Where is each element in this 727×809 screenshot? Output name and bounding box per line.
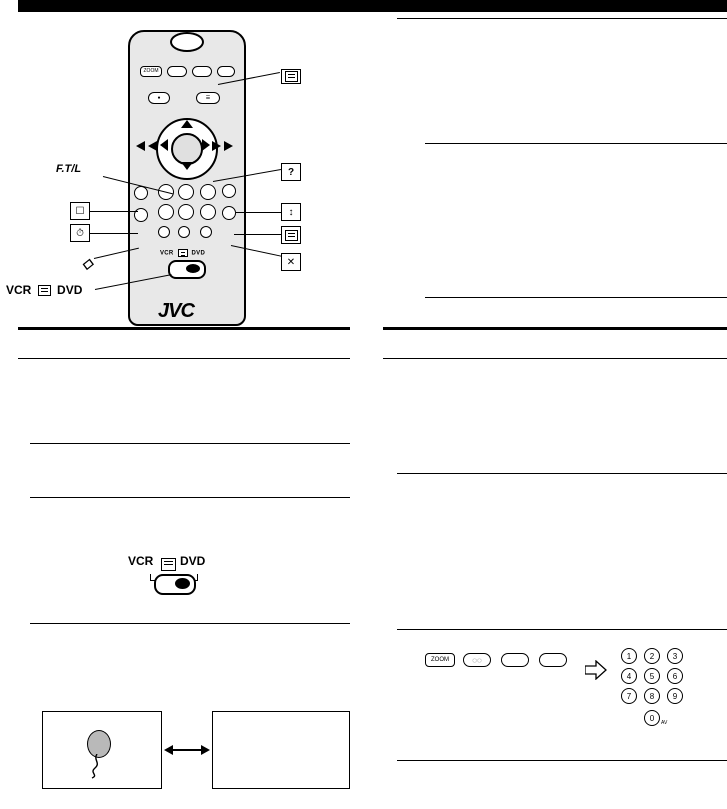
remote-updown-button[interactable] [222, 184, 236, 198]
remote-power-button[interactable] [170, 32, 204, 52]
remote-key-3[interactable] [192, 66, 212, 77]
numkey-2[interactable]: 2 [644, 648, 660, 664]
callout-ftl-label: F.T/L [56, 163, 82, 175]
menu-icon: ☰ [205, 94, 211, 101]
remote-zoom-button[interactable] [140, 66, 162, 77]
remote-display-button[interactable] [134, 186, 148, 200]
link-icon: ◌◌ [472, 655, 482, 665]
page-header-bar [18, 0, 727, 12]
right-rule-6 [397, 473, 727, 474]
callout-display-box: ☐ [70, 202, 90, 220]
figure-switch-knob[interactable] [175, 578, 190, 589]
arrow-left-icon [164, 745, 173, 755]
callout-help-box: ? [281, 163, 301, 181]
prev-icon[interactable] [148, 141, 157, 151]
remote-zoom-label: ZOOM [143, 68, 159, 74]
menu-icon [38, 285, 51, 296]
dpad-left-icon[interactable] [160, 139, 168, 151]
right-rule-5 [383, 358, 727, 359]
remote-dpad-center-button[interactable] [171, 133, 203, 165]
remote-vcr-dvd-switch[interactable] [168, 260, 206, 279]
remote-switch-dvd-label: DVD [191, 250, 206, 257]
left-rule-1 [18, 327, 350, 330]
callout-cancel-box: ✕ [281, 253, 301, 271]
dpad-down-icon[interactable] [181, 162, 193, 170]
right-rule-1 [397, 18, 727, 19]
remote-key-4[interactable] [217, 66, 235, 77]
rewind-icon[interactable] [136, 141, 145, 151]
remote-info-icon: ● [157, 94, 161, 101]
left-rule-3 [30, 443, 350, 444]
left-rule-4 [30, 497, 350, 498]
balloon-string-icon [79, 754, 119, 780]
left-rule-2 [18, 358, 350, 359]
callout-menu-box [281, 69, 301, 84]
remote-menu-button[interactable] [196, 92, 220, 104]
leader-line-timer [90, 233, 138, 234]
numkey-6[interactable]: 6 [667, 668, 683, 684]
remote-channel-down-button[interactable] [158, 204, 174, 220]
vcr-dvd-switch-figure [128, 552, 228, 598]
right-rule-4 [383, 327, 727, 330]
remote-record-button[interactable] [158, 226, 170, 238]
figure-vcr-label: VCR [128, 554, 154, 568]
figure-left-screen [42, 711, 162, 789]
forward-icon[interactable] [224, 141, 233, 151]
remote-cancel-button[interactable] [200, 226, 212, 238]
remote-stop-button[interactable] [178, 226, 190, 238]
numkey-4[interactable]: 4 [621, 668, 637, 684]
numkey-3[interactable]: 3 [667, 648, 683, 664]
callout-vcr-label: VCR [6, 283, 32, 297]
callout-diamond-icon: ◇ [82, 255, 93, 271]
remote-ftl-button[interactable] [178, 184, 194, 200]
remote-play-button[interactable] [178, 204, 194, 220]
right-rule-2 [425, 143, 727, 144]
numkey-1[interactable]: 1 [621, 648, 637, 664]
arrow-right-icon [201, 745, 210, 755]
callout-vcr-dvd [6, 283, 82, 297]
numkey-7[interactable]: 7 [621, 688, 637, 704]
numkey-9[interactable]: 9 [667, 688, 683, 704]
next-icon[interactable] [212, 141, 221, 151]
right-arrow-icon [585, 660, 607, 680]
remote-onscreen-button[interactable] [200, 204, 216, 220]
right-rule-3 [425, 297, 727, 298]
remote-control-illustration [110, 14, 260, 324]
remote-switch-caption [160, 249, 205, 257]
leader-line-display [90, 211, 138, 212]
leader-line-onscreen [234, 234, 282, 235]
numkey-8[interactable]: 8 [644, 688, 660, 704]
figure-right-screen [212, 711, 350, 789]
callout-updown-box: ↕ [281, 203, 301, 221]
left-rule-5 [30, 623, 350, 624]
dpad-right-icon[interactable] [202, 139, 210, 151]
figure-connector-line [172, 749, 202, 751]
dpad-up-icon[interactable] [181, 120, 193, 128]
numkey-5[interactable]: 5 [644, 668, 660, 684]
remote-info-button[interactable] [148, 92, 170, 104]
right-rule-7 [397, 629, 727, 630]
numkey-0-suffix: AV [661, 720, 668, 726]
figure-key-2[interactable] [463, 653, 491, 667]
callout-timer-box: ⏱ [70, 224, 90, 242]
remote-help-button[interactable] [200, 184, 216, 200]
figure-key-3[interactable] [501, 653, 529, 667]
menu-icon [161, 558, 176, 571]
figure-dvd-label: DVD [180, 554, 206, 568]
numkey-0[interactable]: 0 [644, 710, 660, 726]
menu-icon [285, 71, 298, 82]
remote-key-2[interactable] [167, 66, 187, 77]
key-row-figure [425, 648, 710, 726]
right-rule-8 [397, 760, 727, 761]
switch-knob[interactable] [186, 264, 200, 273]
callout-onscreen-box [281, 226, 301, 244]
figure-zoom-label: ZOOM [431, 657, 449, 663]
brand-logo: JVC [158, 300, 194, 322]
menu-icon [285, 230, 298, 241]
leader-line-updown [236, 212, 282, 213]
figure-zoom-button[interactable] [425, 653, 455, 667]
menu-icon [178, 249, 188, 257]
figure-key-4[interactable] [539, 653, 567, 667]
remote-switch-vcr-label: VCR [160, 250, 174, 257]
callout-dvd-label: DVD [57, 283, 83, 297]
remote-osd-button[interactable] [222, 206, 236, 220]
figure-switch[interactable] [154, 574, 196, 595]
